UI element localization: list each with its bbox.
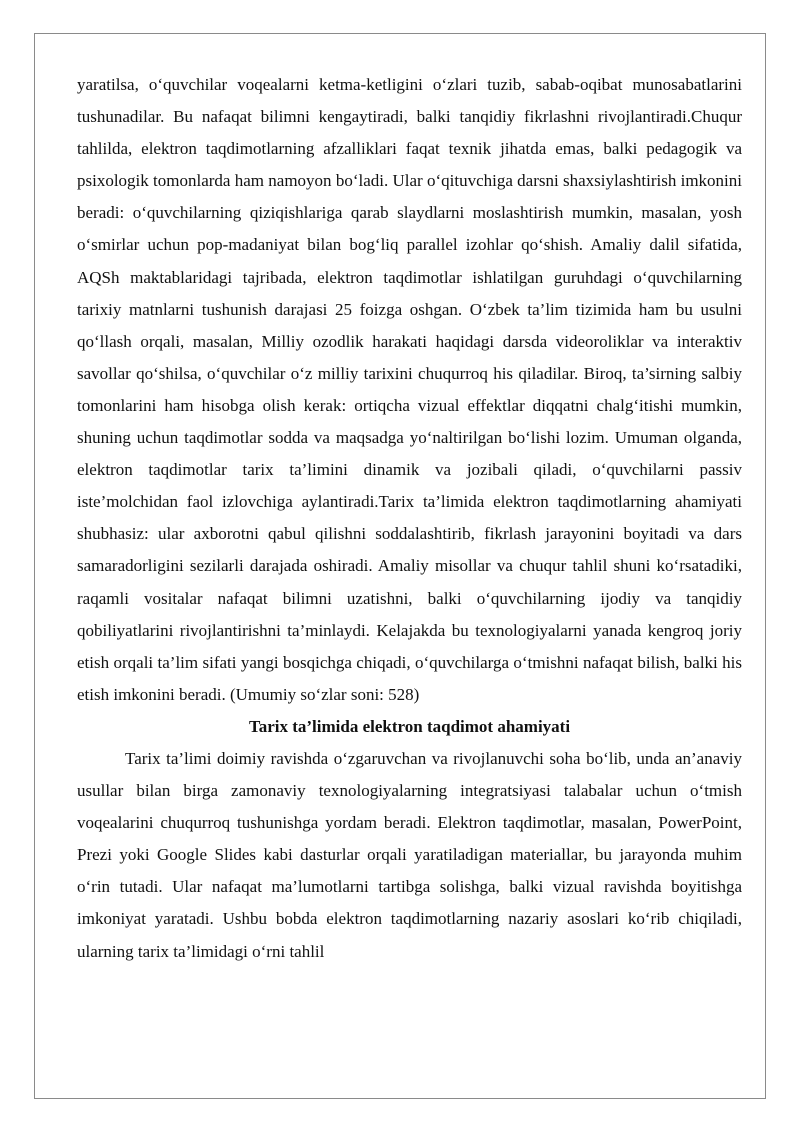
section-heading: Tarix ta’limida elektron taqdimot ahamiyati — [248, 716, 571, 736]
body-paragraph-1: yaratilsa, o‘quvchilar voqealarni ketma-ketligini o‘zlari tuzib, sabab-oqibat munosabatlarini tushunadilar. Bu nafaqat bilimni kengaytiradi, balki tanqidiy fikrlashni rivojlantiradi.Chuqur tahlilda, elektron taqdimotlarning afzalliklari faqat texnik jihatda emas, balki pedagogik va psixologik tomonlarda ham namoyon bo‘ladi. Ular o‘qituvchiga darsni shaxsiylashtirish imkonini beradi: o‘quvchilarning qiziqishlariga qarab slaydlarni moslashtirish mumkin, masalan, yosh o‘smirlar uchun pop-madaniyat bilan bog‘liq parallel izohlar qo‘shish. Amaliy dalil sifatida, AQSh maktablaridagi tajribada, elektron taqdimotlar ishlatilgan guruhdagi o‘quvchilarning tarixiy matnlarni tushunish darajasi 25 foizga oshgan. O‘zbek ta’lim tizimida ham bu usulni qo‘llash orqali, masalan, Milliy ozodlik harakati haqidagi darsda videoroliklar va interaktiv savollar qo‘shilsa, o‘quvchilar o‘z milliy tarixini chuqurroq his qiladilar. Biroq, ta’sirning salbiy tomonlarini ham hisobga olish kerak: ortiqcha vizual effektlar diqqatni chalg‘itishi mumkin, shuning uchun taqdimotlar sodda va maqsadga yo‘naltirilgan bo‘lishi lozim. Umuman olganda, elektron taqdimotlar tarix ta’limini dinamik va jozibali qiladi, o‘quvchilarni passiv iste’molchidan faol izlovchiga aylantiradi.Tarix ta’limida elektron taqdimotlarning ahamiyati shubhasiz: ular axborotni qabul qilishni soddalashtirib, fikrlash jarayonini boyitadi va dars samaradorligini sezilarli darajada oshiradi. Amaliy misollar va chuqur tahlil shuni ko‘rsatadiki, raqamli vositalar nafaqat bilimni uzatishni, balki o‘quvchilarning ijodiy va tanqidiy qobiliyatlarini rivojlantirishni ta’minlaydi. Kelajakda bu texnologiyalarni yanada kengroq joriy etish orqali ta’lim sifati yangi bosqichga chiqadi, o‘quvchilarga o‘tmishni nafaqat bilish, balki his etish imkonini beradi. (Umumiy so‘zlar soni: 528) — [77, 75, 742, 704]
body-paragraph-2: Tarix ta’limi doimiy ravishda o‘zgaruvchan va rivojlanuvchi soha bo‘lib, unda an’anaviy usullar bilan birga zamonaviy texnologiyalarning integratsiyasi talabalar uchun o‘tmish voqealarini chuqurroq tushunishga yordam beradi. Elektron taqdimotlar, masalan, PowerPoint, Prezi yoki Google Slides kabi dasturlar orqali yaratiladigan materiallar, bu jarayonda muhim o‘rin tutadi. Ular nafaqat ma’lumotlarni tartibga solishga, balki vizual ravishda boyitishga imkoniyat yaratadi. Ushbu bobda elektron taqdimotlarning nazariy asoslari ko‘rib chiqiladi, ularning tarix ta’limidagi o‘rni tahlil — [77, 748, 742, 961]
document-body — [77, 69, 742, 968]
